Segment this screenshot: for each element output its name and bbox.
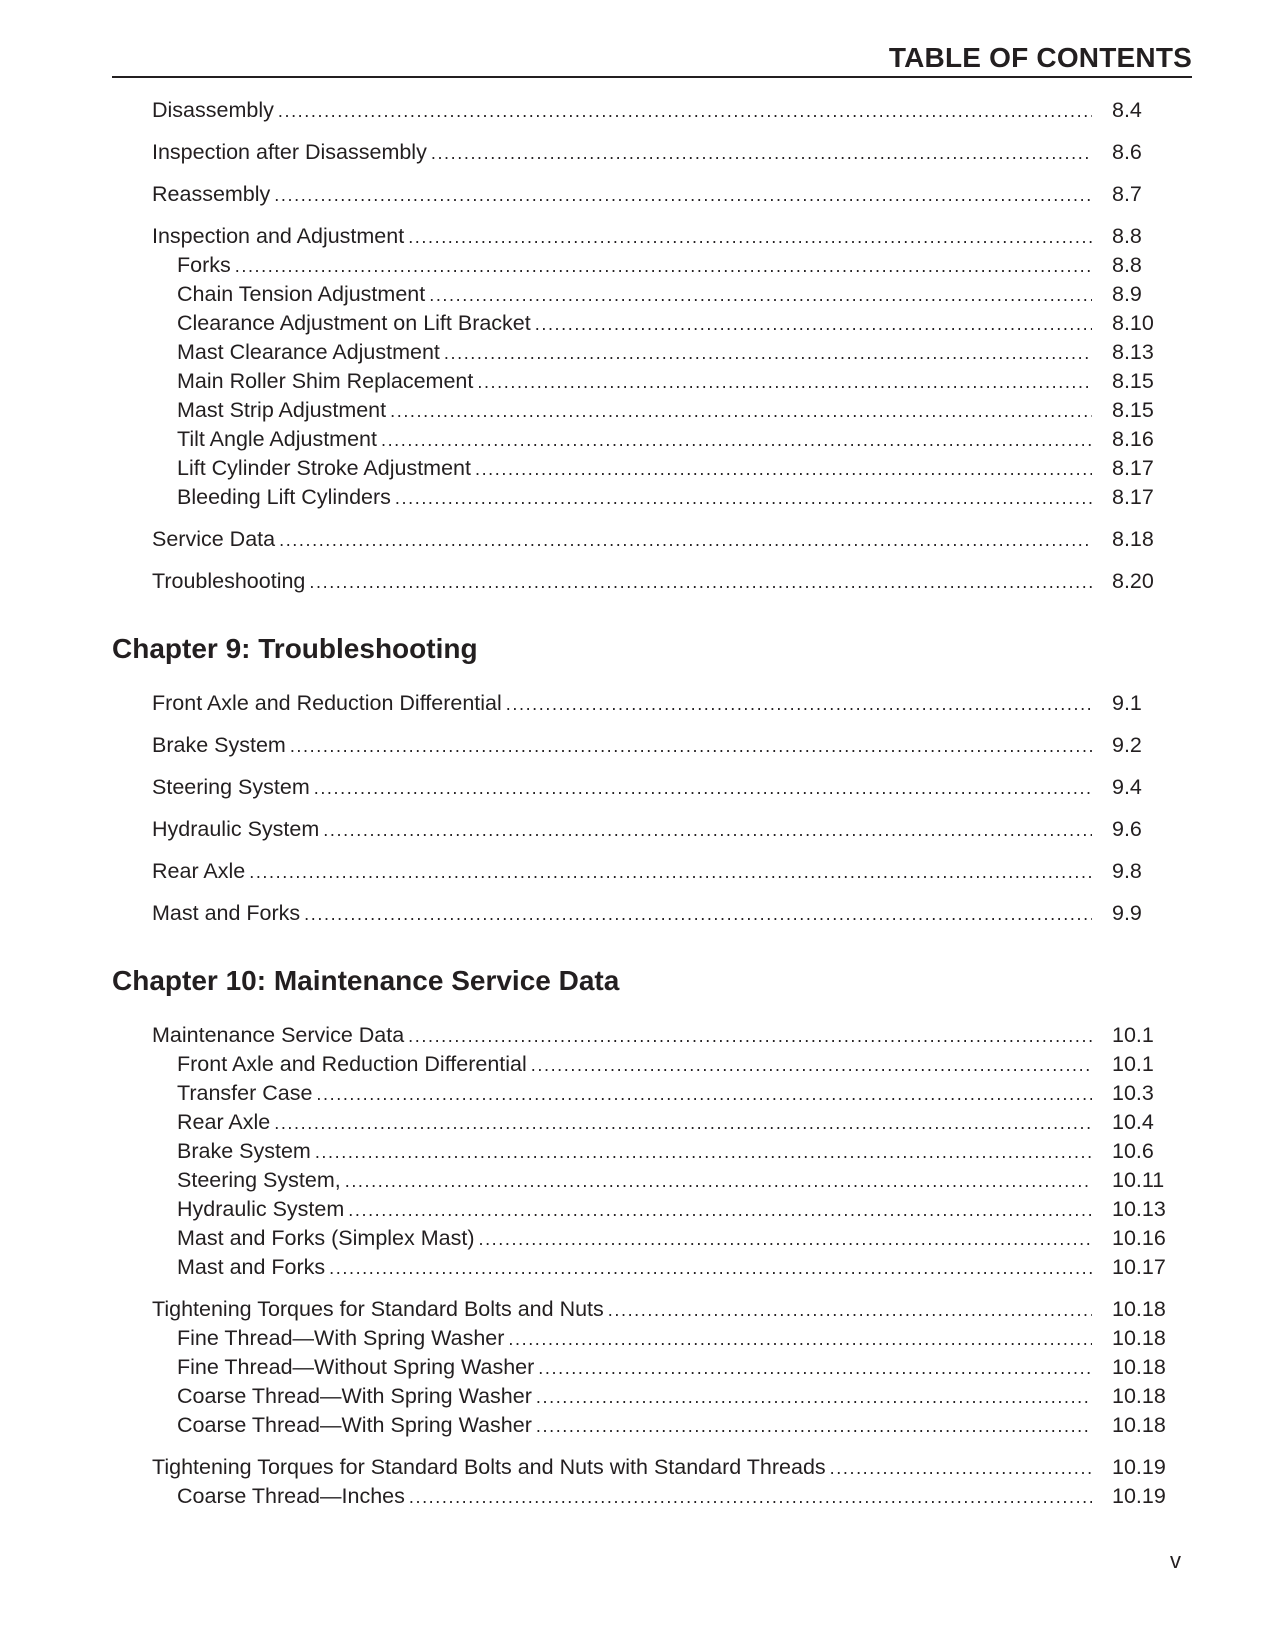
toc-entry[interactable] <box>112 222 1192 251</box>
toc-group <box>112 138 1192 167</box>
toc-entry[interactable] <box>112 773 1192 802</box>
toc-entry-page: 10.1 <box>1112 1023 1154 1047</box>
toc-entry-page: 8.15 <box>1112 369 1154 393</box>
toc-group <box>112 1453 1192 1511</box>
toc-entry-label: Steering System, <box>177 1166 345 1195</box>
toc-group <box>112 567 1192 596</box>
dot-leader <box>278 97 1092 126</box>
dot-leader <box>608 1296 1092 1325</box>
dot-leader <box>323 816 1092 845</box>
toc-entry-label: Coarse Thread—With Spring Washer <box>177 1411 536 1440</box>
dot-leader <box>830 1454 1092 1483</box>
dot-leader <box>478 1225 1092 1254</box>
toc-entry-page: 10.18 <box>1112 1413 1166 1437</box>
toc-entry-label: Brake System <box>177 1137 315 1166</box>
toc-group <box>112 525 1192 554</box>
toc-entry-label: Tightening Torques for Standard Bolts and Nuts <box>152 1295 608 1324</box>
toc-entry-label: Steering System <box>152 773 314 802</box>
toc-group <box>112 689 1192 718</box>
toc-subentry[interactable] <box>112 1108 1192 1137</box>
toc-section <box>112 963 1192 1511</box>
toc-group <box>112 96 1192 125</box>
toc-entry-page: 10.18 <box>1112 1355 1166 1379</box>
table-of-contents <box>112 96 1192 1524</box>
dot-leader <box>429 281 1092 310</box>
toc-entry[interactable] <box>112 731 1192 760</box>
page-title: TABLE OF CONTENTS <box>888 42 1192 73</box>
toc-entry-label: Hydraulic System <box>152 815 323 844</box>
toc-group <box>112 1021 1192 1282</box>
toc-group <box>112 773 1192 802</box>
toc-entry-label: Rear Axle <box>177 1108 274 1137</box>
toc-entry-label: Mast and Forks <box>152 899 304 928</box>
toc-entry-page: 8.20 <box>1112 569 1154 593</box>
toc-entry-label: Inspection and Adjustment <box>152 222 408 251</box>
toc-entry[interactable] <box>112 96 1192 125</box>
toc-subentry[interactable] <box>112 367 1192 396</box>
toc-entry-label: Disassembly <box>152 96 278 125</box>
dot-leader <box>477 368 1092 397</box>
toc-entry-page: 8.6 <box>1112 140 1142 164</box>
toc-entry-page: 8.13 <box>1112 340 1154 364</box>
dot-leader <box>274 1109 1092 1138</box>
toc-subentry[interactable] <box>112 1353 1192 1382</box>
toc-subentry[interactable] <box>112 1411 1192 1440</box>
toc-entry-label: Mast Clearance Adjustment <box>177 338 444 367</box>
toc-entry[interactable] <box>112 567 1192 596</box>
page-header <box>112 40 1192 78</box>
toc-subentry[interactable] <box>112 483 1192 512</box>
dot-leader <box>316 1080 1092 1109</box>
toc-group <box>112 731 1192 760</box>
toc-subentry[interactable] <box>112 338 1192 367</box>
toc-entry-label: Fine Thread—Without Spring Washer <box>177 1353 538 1382</box>
dot-leader <box>506 690 1092 719</box>
toc-subentry[interactable] <box>112 1253 1192 1282</box>
dot-leader <box>304 900 1092 929</box>
toc-entry-page: 8.18 <box>1112 527 1154 551</box>
dot-leader <box>381 426 1092 455</box>
toc-entry[interactable] <box>112 180 1192 209</box>
toc-entry-label: Main Roller Shim Replacement <box>177 367 477 396</box>
toc-subentry[interactable] <box>112 280 1192 309</box>
toc-group <box>112 222 1192 512</box>
toc-subentry[interactable] <box>112 309 1192 338</box>
dot-leader <box>535 310 1092 339</box>
toc-entry-page: 10.11 <box>1112 1168 1165 1192</box>
toc-entry-page: 10.18 <box>1112 1384 1166 1408</box>
toc-entry-page: 8.7 <box>1112 182 1142 206</box>
chapter-heading: Chapter 10: Maintenance Service Data <box>112 965 620 996</box>
toc-entry-label: Forks <box>177 251 235 280</box>
toc-section <box>112 96 1192 596</box>
toc-section <box>112 631 1192 928</box>
toc-entry-page: 9.6 <box>1112 817 1142 841</box>
toc-entry-label: Fine Thread—With Spring Washer <box>177 1324 508 1353</box>
toc-entry[interactable] <box>112 899 1192 928</box>
toc-entry-page: 10.19 <box>1112 1455 1166 1479</box>
toc-entry-page: 10.6 <box>1112 1139 1154 1163</box>
toc-entry-label: Maintenance Service Data <box>152 1021 408 1050</box>
toc-subentry[interactable] <box>112 1050 1192 1079</box>
toc-entry-page: 8.17 <box>1112 456 1154 480</box>
dot-leader <box>348 1196 1092 1225</box>
dot-leader <box>536 1412 1092 1441</box>
toc-entry-page: 10.17 <box>1112 1255 1166 1279</box>
dot-leader <box>531 1051 1092 1080</box>
toc-entry-label: Reassembly <box>152 180 274 209</box>
dot-leader <box>475 455 1092 484</box>
toc-entry-page: 10.19 <box>1112 1484 1166 1508</box>
toc-entry-label: Front Axle and Reduction Differential <box>177 1050 531 1079</box>
dot-leader <box>538 1354 1092 1383</box>
dot-leader <box>508 1325 1092 1354</box>
toc-entry[interactable] <box>112 525 1192 554</box>
dot-leader <box>315 1138 1092 1167</box>
toc-subentry[interactable] <box>112 1324 1192 1353</box>
toc-group <box>112 899 1192 928</box>
toc-entry-page: 8.10 <box>1112 311 1154 335</box>
toc-subentry[interactable] <box>112 251 1192 280</box>
dot-leader <box>249 858 1092 887</box>
toc-entry-page: 8.8 <box>1112 253 1142 277</box>
dot-leader <box>314 774 1092 803</box>
toc-entry-label: Bleeding Lift Cylinders <box>177 483 395 512</box>
toc-entry-page: 10.18 <box>1112 1326 1166 1350</box>
toc-entry[interactable] <box>112 815 1192 844</box>
dot-leader <box>309 568 1092 597</box>
toc-entry-label: Mast Strip Adjustment <box>177 396 390 425</box>
toc-subentry[interactable] <box>112 1382 1192 1411</box>
toc-entry[interactable] <box>112 1453 1192 1482</box>
toc-entry-page: 8.8 <box>1112 224 1142 248</box>
toc-entry-label: Mast and Forks (Simplex Mast) <box>177 1224 478 1253</box>
toc-entry[interactable] <box>112 138 1192 167</box>
dot-leader <box>329 1254 1092 1283</box>
toc-entry-label: Mast and Forks <box>177 1253 329 1282</box>
toc-entry[interactable] <box>112 857 1192 886</box>
dot-leader <box>235 252 1092 281</box>
toc-entry[interactable] <box>112 1295 1192 1324</box>
toc-entry-page: 10.4 <box>1112 1110 1154 1134</box>
chapter-heading: Chapter 9: Troubleshooting <box>112 633 478 664</box>
toc-entry[interactable] <box>112 1021 1192 1050</box>
toc-entry-label: Rear Axle <box>152 857 249 886</box>
toc-entry-page: 10.18 <box>1112 1297 1166 1321</box>
toc-subentry[interactable] <box>112 1224 1192 1253</box>
toc-entry[interactable] <box>112 689 1192 718</box>
dot-leader <box>536 1383 1092 1412</box>
dot-leader <box>409 1483 1092 1512</box>
page-number: v <box>1170 1548 1181 1573</box>
dot-leader <box>390 397 1092 426</box>
toc-entry-label: Inspection after Disassembly <box>152 138 431 167</box>
toc-entry-label: Service Data <box>152 525 279 554</box>
dot-leader <box>444 339 1092 368</box>
toc-subentry[interactable] <box>112 425 1192 454</box>
toc-group <box>112 815 1192 844</box>
toc-entry-label: Lift Cylinder Stroke Adjustment <box>177 454 475 483</box>
toc-entry-page: 8.15 <box>1112 398 1154 422</box>
dot-leader <box>395 484 1092 513</box>
toc-entry-page: 10.13 <box>1112 1197 1166 1221</box>
toc-entry-label: Tilt Angle Adjustment <box>177 425 381 454</box>
toc-group <box>112 857 1192 886</box>
dot-leader <box>431 139 1092 168</box>
toc-subentry[interactable] <box>112 396 1192 425</box>
toc-entry-label: Coarse Thread—With Spring Washer <box>177 1382 536 1411</box>
toc-entry-page: 9.1 <box>1112 691 1142 715</box>
dot-leader <box>274 181 1092 210</box>
dot-leader <box>290 732 1092 761</box>
toc-entry-page: 8.17 <box>1112 485 1154 509</box>
dot-leader <box>279 526 1092 555</box>
toc-entry-label: Chain Tension Adjustment <box>177 280 429 309</box>
toc-entry-page: 10.3 <box>1112 1081 1154 1105</box>
toc-group <box>112 180 1192 209</box>
dot-leader <box>408 1022 1092 1051</box>
toc-subentry[interactable] <box>112 1079 1192 1108</box>
toc-entry-page: 10.1 <box>1112 1052 1154 1076</box>
toc-entry-label: Brake System <box>152 731 290 760</box>
toc-entry-label: Troubleshooting <box>152 567 309 596</box>
toc-group <box>112 1295 1192 1440</box>
toc-entry-page: 8.4 <box>1112 98 1142 122</box>
toc-subentry[interactable] <box>112 1166 1192 1195</box>
toc-entry-label: Hydraulic System <box>177 1195 348 1224</box>
toc-entry-label: Front Axle and Reduction Differential <box>152 689 506 718</box>
toc-entry-label: Transfer Case <box>177 1079 316 1108</box>
dot-leader <box>345 1167 1092 1196</box>
dot-leader <box>408 223 1092 252</box>
toc-subentry[interactable] <box>112 1137 1192 1166</box>
toc-entry-page: 8.9 <box>1112 282 1142 306</box>
toc-entry-label: Coarse Thread—Inches <box>177 1482 409 1511</box>
toc-entry-page: 9.9 <box>1112 901 1142 925</box>
toc-subentry[interactable] <box>112 1195 1192 1224</box>
toc-entry-page: 9.8 <box>1112 859 1142 883</box>
toc-entry-label: Tightening Torques for Standard Bolts and Nuts with Standard Threads <box>152 1453 830 1482</box>
toc-entry-page: 9.2 <box>1112 733 1142 757</box>
toc-entry-page: 9.4 <box>1112 775 1142 799</box>
toc-subentry[interactable] <box>112 1482 1192 1511</box>
toc-entry-label: Clearance Adjustment on Lift Bracket <box>177 309 535 338</box>
toc-entry-page: 8.16 <box>1112 427 1154 451</box>
toc-subentry[interactable] <box>112 454 1192 483</box>
toc-entry-page: 10.16 <box>1112 1226 1166 1250</box>
